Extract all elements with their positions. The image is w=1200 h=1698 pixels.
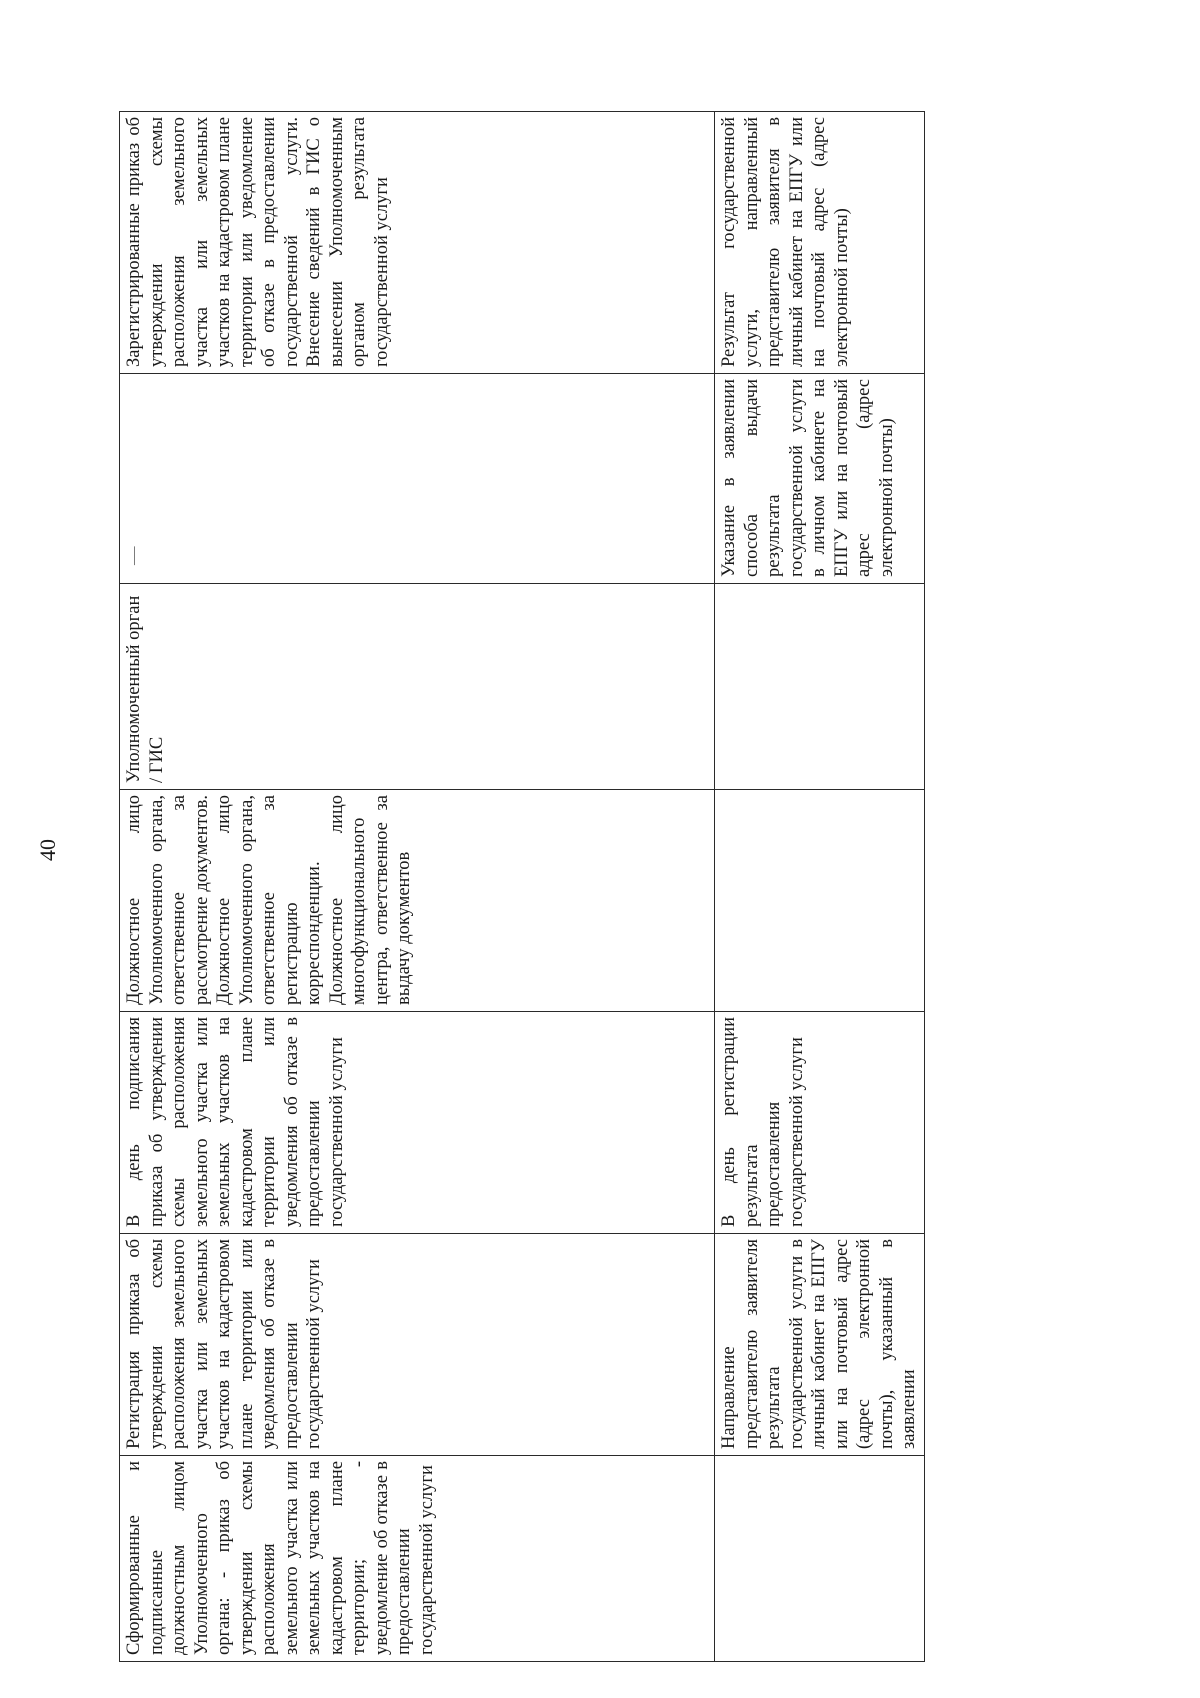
table-cell-criteria: Указание в заявлении способа выдачи результата государственной услуги в личном кабинете на ЕПГУ или на почтовый адрес (адрес электронной почты) [715, 374, 925, 584]
table-cell-action: Направление представителю заявителя результата государственной услуги в личный кабинет на ЕПГУ или на почтовый адрес (адрес электронной почты), указанный в заявлении [715, 1234, 925, 1456]
table-cell-result: Зарегистрированные приказ об утверждении схемы расположения земельного участка или земельных участков на кадастровом плане территории или уведомление об отказе в предоставлении государственной услуги. Внесение сведений в ГИС о вынесении Уполномоченным органом результата государственной услуги [120, 112, 715, 374]
table-cell-responsible: Должностное лицо Уполномоченного органа, ответственное за рассмотрение документов. Должностное лицо Уполномоченного органа, ответственное за регистрацию корреспонденции. Должностное лицо многофункционального центра, ответственное за выдачу документов [120, 790, 715, 1012]
table-row [715, 112, 925, 1662]
table-cell-place: Уполномоченный орган / ГИС [120, 584, 715, 790]
table-cell-action: Регистрация приказа об утверждении схемы расположения земельного участка или земельных участков на кадастровом плане территории или уведомления об отказе в предоставлении государственной услуги [120, 1234, 715, 1456]
table-cell-basis [715, 1456, 925, 1662]
table-cell-place [715, 584, 925, 790]
table-cell-result: Результат государственной услуги, направленный представителю заявителя в личный кабинет на ЕПГУ или на почтовый адрес (адрес электронной почты) [715, 112, 925, 374]
table-cell-term: В день регистрации результата предоставления государственной услуги [715, 1012, 925, 1234]
rotated-table-wrapper [119, 112, 924, 1662]
table-row [120, 112, 715, 1662]
page-number: 40 [35, 839, 60, 861]
table-cell-responsible [715, 790, 925, 1012]
dash-placeholder: — [124, 546, 144, 565]
procedure-table [119, 111, 925, 1662]
table-cell-criteria [120, 374, 715, 584]
table-cell-term: В день подписания приказа об утверждении схемы расположения земельного участка или земельных участков на кадастровом плане территории или уведомления об отказе в предоставлении государственной услуги [120, 1012, 715, 1234]
table-cell-basis: Сформированные и подписанные должностным лицом Уполномоченного органа: - приказ об утверждении схемы расположения земельного участка или земельных участков на кадастровом плане территории; - уведомление об отказе в предоставлении государственной услуги [120, 1456, 715, 1662]
